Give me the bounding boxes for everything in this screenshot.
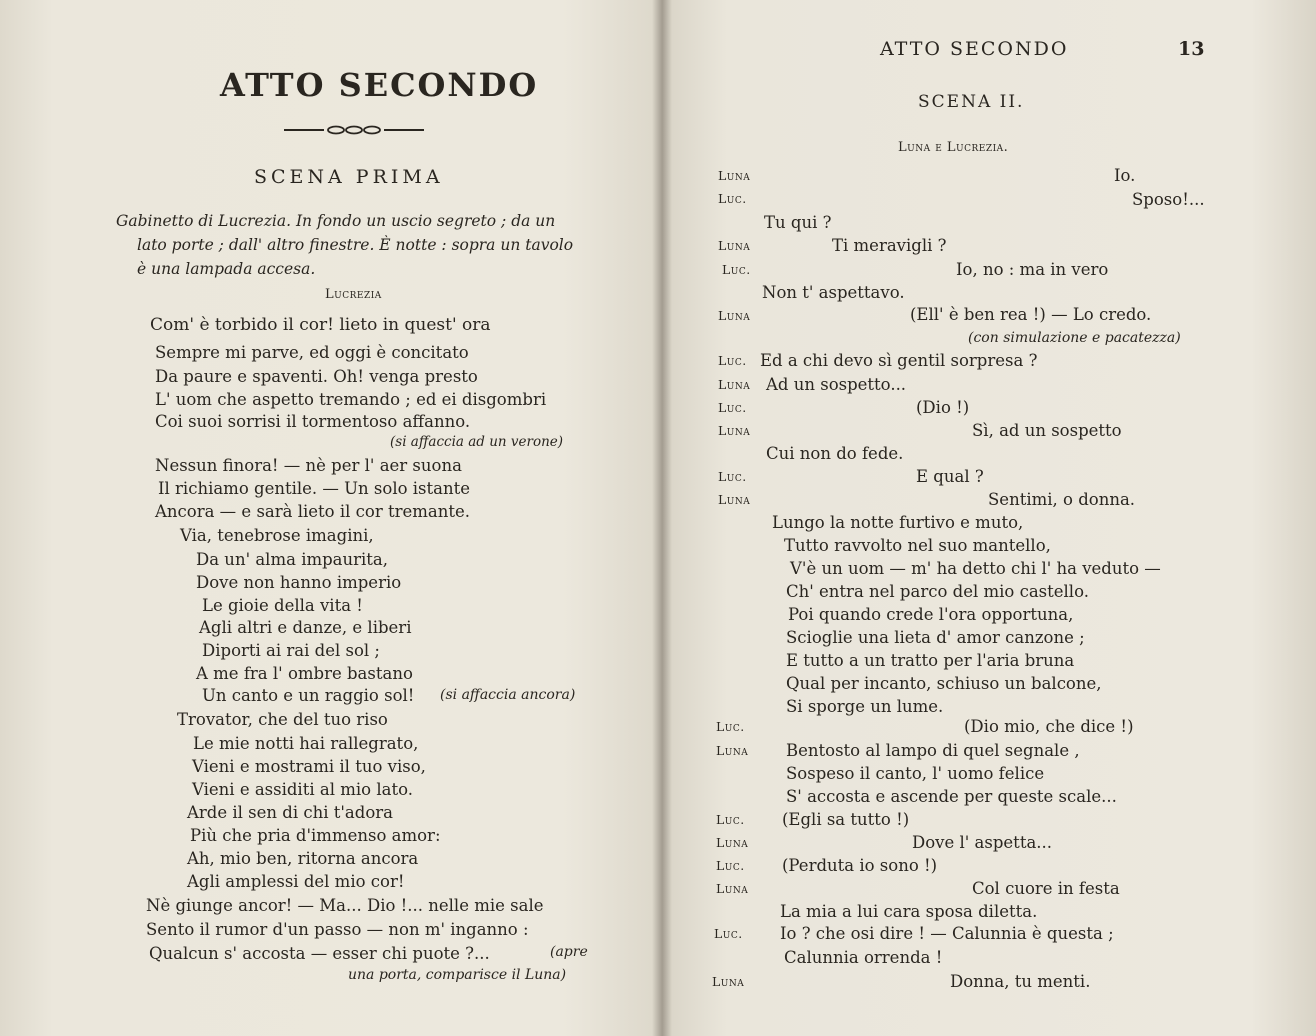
verse-line: Più che pria d'immenso amor: [190, 826, 441, 845]
dialogue-line: Sì, ad un sospetto [972, 421, 1122, 440]
dialogue-line: Io ? che osi dire ! — Calunnia è questa ; [780, 924, 1114, 943]
dialogue-line: Ch' entra nel parco del mio castello. [786, 582, 1089, 601]
dialogue-line: Sospeso il canto, l' uomo felice [786, 764, 1045, 783]
verse-line: Arde il sen di chi t'adora [187, 803, 393, 822]
ornament-rule [284, 124, 424, 136]
dialogue-line: Sentimi, o donna. [988, 490, 1136, 509]
speaker-name: Luc. [716, 858, 745, 873]
verse-line: Da un' alma impaurita, [196, 550, 389, 569]
dialogue-line: Ad un sospetto... [766, 375, 907, 394]
stage-note: una porta, comparisce il Luna) [348, 967, 567, 983]
dialogue-line: Col cuore in festa [972, 879, 1120, 898]
speaker-name: Luna [718, 423, 751, 438]
verse-line: Ah, mio ben, ritorna ancora [187, 849, 419, 868]
scene-title: SCENA II. [918, 92, 1025, 112]
dialogue-line: Bentosto al lampo di quel segnale , [786, 741, 1080, 760]
speaker-name: Luna [712, 974, 745, 989]
verse-line: Il richiamo gentile. — Un solo istante [158, 479, 471, 498]
verse-line: Via, tenebrose imagini, [180, 526, 374, 545]
dialogue-line: Io. [1114, 166, 1136, 185]
dialogue-line: E tutto a un tratto per l'aria bruna [786, 651, 1075, 670]
speaker-name: Luna [718, 377, 751, 392]
dialogue-line: (Egli sa tutto !) [782, 810, 910, 829]
speaker-name: Luna [716, 881, 749, 896]
verse-line: Dove non hanno imperio [196, 573, 402, 592]
speaker-name: Luna [716, 743, 749, 758]
verse-line: Sempre mi parve, ed oggi è concitato [155, 343, 469, 362]
dialogue-line: V'è un uom — m' ha detto chi l' ha veduto — [790, 559, 1161, 578]
stage-direction-line: è una lampada accesa. [137, 260, 316, 278]
speaker-name: Luna [718, 168, 751, 183]
speaker-name: Luna [718, 308, 751, 323]
dialogue-line: Donna, tu menti. [950, 972, 1091, 991]
speaker-name: Luna [716, 835, 749, 850]
dialogue-line: E qual ? [916, 467, 984, 486]
right-page [662, 0, 1316, 1036]
speaker-name: Luc. [718, 191, 747, 206]
speaker-name: Luna [718, 238, 751, 253]
book-gutter [652, 0, 672, 1036]
speaker-name: Luc. [718, 400, 747, 415]
scene-characters: Luna e Lucrezia. [898, 140, 1009, 155]
speaker-name: Luc. [716, 719, 745, 734]
dialogue-line: (Dio !) [916, 398, 970, 417]
dialogue-line: Lungo la notte furtivo e muto, [772, 513, 1024, 532]
speaker-name: Luc. [714, 926, 743, 941]
dialogue-line: La mia a lui cara sposa diletta. [780, 902, 1038, 921]
dialogue-line: Si sporge un lume. [786, 697, 944, 716]
running-header: ATTO SECONDO [880, 38, 1069, 60]
speaker-name: Luna [718, 492, 751, 507]
verse-line: Vieni e mostrami il tuo viso, [192, 757, 426, 776]
verse-line: Diporti ai rai del sol ; [202, 641, 380, 660]
verse-line: Ancora — e sarà lieto il cor tremante. [155, 502, 470, 521]
verse-line: Trovator, che del tuo riso [177, 710, 388, 729]
verse-line: Nè giunge ancor! — Ma... Dio !... nelle mie sale [146, 896, 544, 915]
dialogue-line: Qual per incanto, schiuso un balcone, [786, 674, 1102, 693]
verse-line: Le gioie della vita ! [202, 596, 363, 615]
verse-line: Un canto e un raggio sol! [202, 686, 415, 705]
stage-note: (apre [550, 944, 588, 960]
verse-line: Qualcun s' accosta — esser chi puote ?... [149, 944, 490, 963]
speaker-name: Luc. [716, 812, 745, 827]
verse-line: Nessun finora! — nè per l' aer suona [155, 456, 462, 475]
stage-direction-line: lato porte ; dall' altro finestre. È notte : sopra un tavolo [137, 236, 574, 254]
verse-line: Da paure e spaventi. Oh! venga presto [155, 367, 478, 386]
speaker-name: Luc. [718, 353, 747, 368]
dialogue-line: Scioglie una lieta d' amor canzone ; [786, 628, 1085, 647]
dialogue-line: Tu qui ? [764, 213, 832, 232]
stage-note: (con simulazione e pacatezza) [968, 330, 1181, 346]
verse-line: Com' è torbido il cor! lieto in quest' ora [150, 315, 491, 335]
dialogue-line: (Perduta io sono !) [782, 856, 938, 875]
stage-note: (si affaccia ancora) [440, 687, 576, 703]
speaker-name: Luc. [722, 262, 751, 277]
scene-title: SCENA PRIMA [254, 166, 444, 188]
dialogue-line: Poi quando crede l'ora opportuna, [788, 605, 1074, 624]
speaker-name: Luc. [718, 469, 747, 484]
verse-line: L' uom che aspetto tremando ; ed ei disgombri [155, 390, 547, 409]
dialogue-line: Cui non do fede. [766, 444, 904, 463]
verse-line: Coi suoi sorrisi il tormentoso affanno. [155, 412, 471, 431]
dialogue-line: Tutto ravvolto nel suo mantello, [784, 536, 1051, 555]
dialogue-line: Non t' aspettavo. [762, 283, 905, 302]
verse-line: Vieni e assiditi al mio lato. [192, 780, 413, 799]
verse-line: Agli altri e danze, e liberi [199, 618, 412, 637]
dialogue-line: Dove l' aspetta... [912, 833, 1053, 852]
page-number: 13 [1178, 38, 1205, 60]
dialogue-line: (Ell' è ben rea !) — Lo credo. [910, 305, 1152, 324]
verse-line: Sento il rumor d'un passo — non m' inganno : [146, 920, 529, 939]
verse-line: A me fra l' ombre bastano [196, 664, 413, 683]
speaker-name: Lucrezia [325, 287, 382, 302]
verse-line: Agli amplessi del mio cor! [187, 872, 405, 891]
dialogue-line: S' accosta e ascende per queste scale... [786, 787, 1117, 806]
verse-line: Le mie notti hai rallegrato, [193, 734, 419, 753]
dialogue-line: Ed a chi devo sì gentil sorpresa ? [760, 351, 1038, 370]
dialogue-line: Calunnia orrenda ! [784, 948, 943, 967]
dialogue-line: Sposo!... [1132, 190, 1205, 209]
dialogue-line: Ti meravigli ? [832, 236, 947, 255]
act-title: ATTO SECONDO [220, 66, 539, 104]
stage-direction-line: Gabinetto di Lucrezia. In fondo un uscio segreto ; da un [116, 212, 556, 230]
dialogue-line: Io, no : ma in vero [956, 260, 1109, 279]
dialogue-line: (Dio mio, che dice !) [964, 717, 1134, 736]
stage-note: (si affaccia ad un verone) [390, 434, 564, 450]
